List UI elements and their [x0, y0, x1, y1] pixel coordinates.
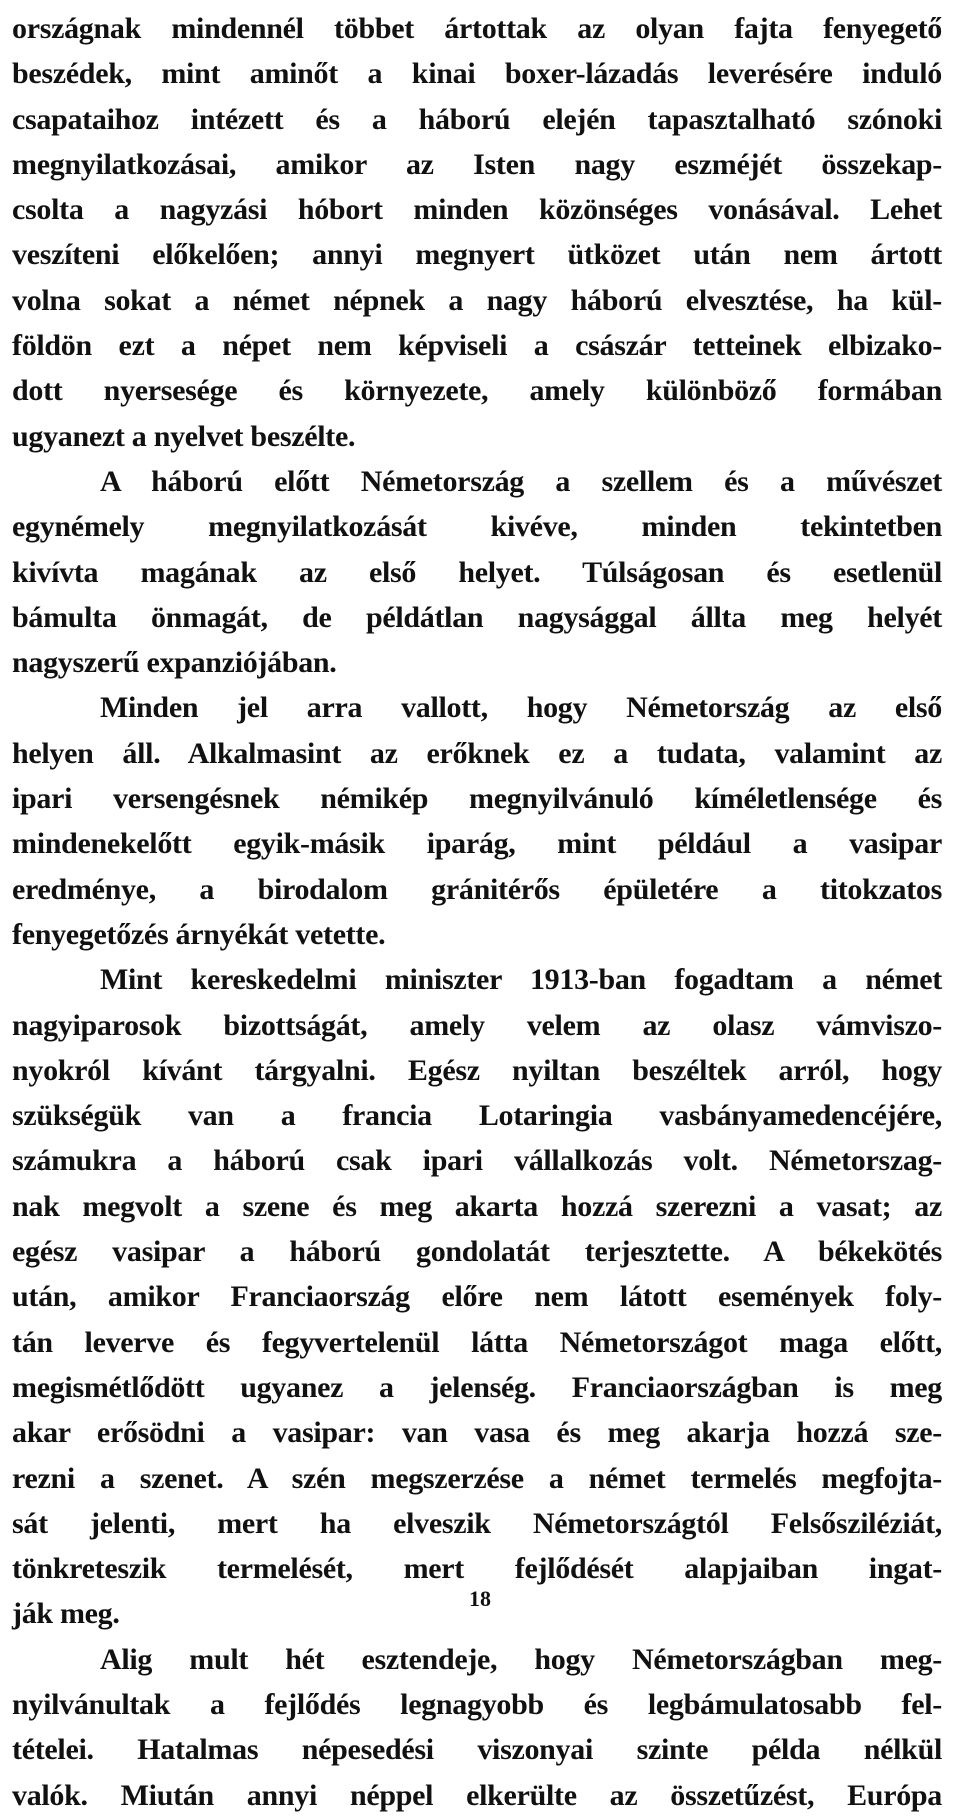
- text-line: megnyilatkozásai, amikor az Isten nagy eszméjét összekap-: [12, 147, 942, 181]
- text-line: földön ezt a népet nem képviseli a császár tetteinek elbizako-: [12, 329, 942, 363]
- text-line: rezni a szenet. A szén megszerzése a német termelés megfojta-: [12, 1461, 942, 1495]
- text-line: ják meg.: [12, 1597, 120, 1631]
- text-line: egész vasipar a háború gondolatát terjesztette. A békekötés: [12, 1235, 942, 1269]
- text-line: mindenekelőtt egyik-másik iparág, mint például a vasipar: [12, 827, 942, 861]
- text-line: megismétlődött ugyanez a jelenség. Franciaországban is meg: [12, 1370, 942, 1404]
- text-line: bámulta önmagát, de példátlan nagysággal állta meg helyét: [12, 600, 942, 634]
- text-line: szükségük van a francia Lotaringia vasbányamedencéjére,: [12, 1099, 942, 1133]
- text-line: nagyszerű expanziójában.: [12, 646, 337, 680]
- text-line: Minden jel arra vallott, hogy Németország az első: [100, 691, 942, 725]
- text-line: valók. Miután annyi néppel elkerülte az összetűzést, Európa: [12, 1778, 942, 1812]
- text-line: fenyegetőzés árnyékát vetette.: [12, 917, 386, 951]
- text-line: beszédek, mint aminőt a kinai boxer-lázadás leverésére induló: [12, 57, 942, 91]
- text-line: nagyiparosok bizottságát, amely velem az olasz vámviszo-: [12, 1008, 942, 1042]
- text-line: Alig mult hét esztendeje, hogy Németországban meg-: [100, 1642, 942, 1676]
- text-line: számukra a háború csak ipari vállalkozás volt. Németorszag-: [12, 1144, 942, 1178]
- text-line: sát jelenti, mert ha elveszik Németországtól Felsősziléziát,: [12, 1506, 942, 1540]
- text-line: országnak mindennél többet ártottak az olyan fajta fenyegető: [12, 12, 942, 45]
- body-text: [12, 6, 942, 1818]
- text-line: egynémely megnyilatkozását kivéve, minden tekintetben: [12, 510, 942, 544]
- text-line: nak megvolt a szene és meg akarta hozzá szerezni a vasat; az: [12, 1189, 942, 1223]
- text-line: Mint kereskedelmi miniszter 1913-ban fogadtam a német: [100, 963, 942, 997]
- text-line: dott nyersesége és környezete, amely különböző formában: [12, 374, 942, 408]
- text-line: tételei. Hatalmas népesedési viszonyai szinte példa nélkül: [12, 1733, 942, 1767]
- text-line: A háború előtt Németország a szellem és a művészet: [100, 464, 942, 498]
- text-line: nyokról kívánt tárgyalni. Egész nyiltan beszéltek arról, hogy: [12, 1053, 942, 1087]
- text-line: veszíteni előkelően; annyi megnyert ütközet után nem ártott: [12, 238, 942, 272]
- text-line: csapataihoz intézett és a háború elején tapasztalható szónoki: [12, 102, 942, 136]
- text-line: ipari versengésnek némikép megnyilvánuló kíméletlensége és: [12, 782, 942, 816]
- text-line: csolta a nagyzási hóbort minden közönséges vonásával. Lehet: [12, 193, 942, 227]
- text-line: akar erősödni a vasipar: van vasa és meg akarja hozzá sze-: [12, 1416, 942, 1450]
- text-line: helyen áll. Alkalmasint az erőknek ez a tudata, valamint az: [12, 736, 942, 770]
- page-number: 18: [469, 1586, 491, 1611]
- text-line: tönkreteszik termelését, mert fejlődését alapjaiban ingat-: [12, 1552, 942, 1586]
- text-line: ugyanezt a nyelvet beszélte.: [12, 419, 356, 453]
- text-line: után, amikor Franciaország előre nem látott események foly-: [12, 1280, 942, 1314]
- text-line: eredménye, a birodalom gránitérős épületére a titokzatos: [12, 872, 942, 906]
- text-line: kivívta magának az első helyet. Túlságosan és esetlenül: [12, 555, 942, 589]
- text-line: nyilvánultak a fejlődés legnagyobb és legbámulatosabb fel-: [12, 1687, 942, 1721]
- text-line: tán leverve és fegyvertelenül látta Németországot maga előtt,: [12, 1325, 942, 1359]
- text-line: volna sokat a német népnek a nagy háború elvesztése, ha kül-: [12, 283, 942, 317]
